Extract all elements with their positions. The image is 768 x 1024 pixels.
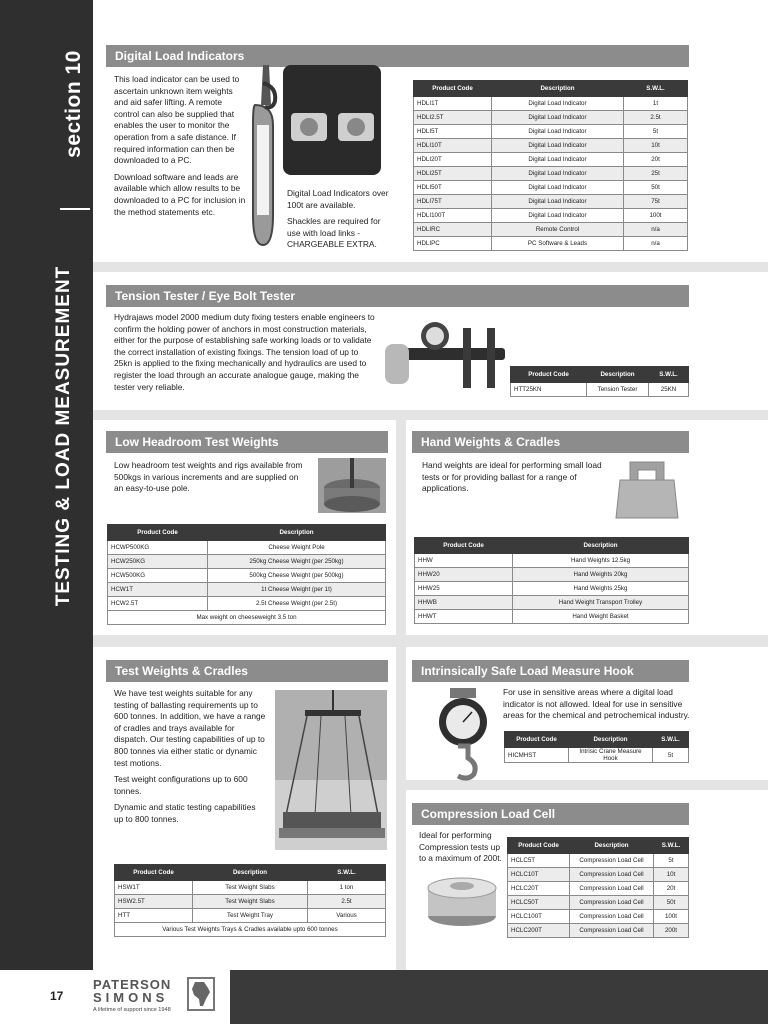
table-cell: 2.5t Cheese Weight (per 2.5t) xyxy=(208,597,386,611)
column-header: Description xyxy=(569,732,653,748)
column-header: Description xyxy=(492,81,624,97)
band-5 xyxy=(406,780,768,790)
hand-text: Hand weights are ideal for performing small load tests or for providing ballast for a range of applications. xyxy=(422,460,602,494)
digital-side2: Shackles are required for use with load links - CHARGEABLE EXTRA. xyxy=(287,216,381,250)
table-cell: Test Weight Slabs xyxy=(193,895,308,909)
table-cell: HHWT xyxy=(415,610,513,624)
tension-tester-image xyxy=(385,318,510,398)
table-cell: HDLI1T xyxy=(414,97,492,111)
table-cell: HDLIRC xyxy=(414,223,492,237)
table-cell: Hand Weights 25kg xyxy=(513,582,689,596)
testw-para1: We have test weights suitable for any testing of ballasting requirements up to 600 tonnes. In addition, we have a range of cradles and trays available for dispatch. Our testing capabilities of up to 800 tonnes via either static or dynamic test motions. xyxy=(114,688,266,768)
digital-para1: This load indicator can be used to ascertain unknown item weights and aid safer lifting. A remote control can also be supplied that enables the user to monitor the operation from a safe distance. If required information can then be downloaded to a PC. xyxy=(114,74,240,166)
table-cell: Various xyxy=(308,909,386,923)
table-row xyxy=(115,909,386,923)
table-row xyxy=(414,139,688,153)
column-header: Description xyxy=(208,525,386,541)
digital-side-text xyxy=(287,188,389,256)
table-cell: Test Weight Slabs xyxy=(193,881,308,895)
column-header: Description xyxy=(513,538,689,554)
column-header: Product Code xyxy=(115,865,193,881)
table-cell: 25KN xyxy=(649,383,689,397)
table-row xyxy=(415,610,689,624)
tension-header: Tension Tester / Eye Bolt Tester xyxy=(106,285,689,307)
column-header: Product Code xyxy=(415,538,513,554)
table-cell: Hand Weights 12.5kg xyxy=(513,554,689,568)
column-header: S.W.L. xyxy=(308,865,386,881)
table-cell: HCLC20T xyxy=(508,882,570,896)
table-cell: Hand Weight Basket xyxy=(513,610,689,624)
table-cell: Compression Load Cell xyxy=(570,910,654,924)
table-cell: HCLC200T xyxy=(508,924,570,938)
page-number: 17 xyxy=(50,989,64,1003)
table-row xyxy=(508,910,689,924)
table-cell: 100t xyxy=(624,209,688,223)
table-row xyxy=(508,854,689,868)
table-cell: HDLI10T xyxy=(414,139,492,153)
lowhead-text: Low headroom test weights and rigs available from 500kgs in various increments and are supplied on an easy-to-use pole. xyxy=(114,460,303,494)
column-header: S.W.L. xyxy=(654,838,689,854)
table-cell: HDLI75T xyxy=(414,195,492,209)
column-header: S.W.L. xyxy=(653,732,689,748)
table-cell: HDLI5T xyxy=(414,125,492,139)
section-label: section 10 xyxy=(62,50,85,158)
table-row xyxy=(108,569,386,583)
table-row xyxy=(415,568,689,582)
tension-text: Hydrajaws model 2000 medium duty fixing testers enable engineers to confirm the holding power of anchors in most construction materials, either for the purpose of establishing safe working loads or to validate the correct installation of existing fixings. The tension load of up to 25kn is applied to the fixing mechanically and hydraulics are used to register the load through an accurate analogue gauge, making the tester very reliable. xyxy=(114,312,375,392)
band-4 xyxy=(93,635,768,647)
brand-tagline: A lifetime of support since 1948 xyxy=(93,1007,171,1013)
brand-name-1: PATERSON xyxy=(93,977,172,992)
table-header-row xyxy=(511,367,689,383)
table-header-row xyxy=(508,838,689,854)
hand-weight-image xyxy=(612,458,682,520)
column-header: Description xyxy=(587,367,649,383)
column-header: Description xyxy=(570,838,654,854)
table-cell: Cheese Weight Pole xyxy=(208,541,386,555)
table-cell: 200t xyxy=(654,924,689,938)
digital-para2: Download software and leads are available which allow results to be downloaded to a PC for inclusion in the method statements etc. xyxy=(114,171,246,217)
table-cell: HCLC10T xyxy=(508,868,570,882)
table-row xyxy=(414,111,688,125)
africa-logo-icon xyxy=(187,977,215,1011)
table-row xyxy=(415,596,689,610)
tension-table xyxy=(510,366,689,397)
table-cell: HHW xyxy=(415,554,513,568)
table-cell: HDLI50T xyxy=(414,181,492,195)
table-cell: Intrisic Crane Measure Hook xyxy=(569,748,653,763)
table-cell: Remote Control xyxy=(492,223,624,237)
footer-bar xyxy=(230,970,768,1024)
table-cell: HDLIPC xyxy=(414,237,492,251)
table-cell: HDLI25T xyxy=(414,167,492,181)
band-1 xyxy=(93,262,768,272)
band-2 xyxy=(93,410,768,420)
table-cell: Digital Load Indicator xyxy=(492,167,624,181)
table-row xyxy=(108,583,386,597)
table-cell: Compression Load Cell xyxy=(570,882,654,896)
table-cell: Digital Load Indicator xyxy=(492,111,624,125)
table-cell: Test Weight Tray xyxy=(193,909,308,923)
sidebar-divider xyxy=(60,208,90,210)
testw-header: Test Weights & Cradles xyxy=(106,660,388,682)
table-note: Max weight on cheeseweight 3.5 ton xyxy=(108,611,386,625)
table-cell: n/a xyxy=(624,223,688,237)
table-cell: 75t xyxy=(624,195,688,209)
table-cell: Digital Load Indicator xyxy=(492,181,624,195)
table-cell: 500kg Cheese Weight (per 500kg) xyxy=(208,569,386,583)
table-cell: HDLI100T xyxy=(414,209,492,223)
comp-table xyxy=(507,837,689,938)
lowhead-header: Low Headroom Test Weights xyxy=(106,431,388,453)
column-header: Description xyxy=(193,865,308,881)
table-row xyxy=(414,223,688,237)
table-cell: HCLC5T xyxy=(508,854,570,868)
table-row xyxy=(414,209,688,223)
hook-text: For use in sensitive areas where a digital load indicator is not allowed. Ideal for use in sensitive areas for the chemical and petrochemical industry. xyxy=(503,687,690,721)
table-cell: HCW250KG xyxy=(108,555,208,569)
table-cell: 50t xyxy=(624,181,688,195)
table-cell: Hand Weights 20kg xyxy=(513,568,689,582)
table-cell: HDLI2.5T xyxy=(414,111,492,125)
test-weights-image xyxy=(275,690,387,850)
table-cell: Tension Tester xyxy=(587,383,649,397)
table-cell: Compression Load Cell xyxy=(570,854,654,868)
table-cell: 50t xyxy=(654,896,689,910)
table-cell: 100t xyxy=(654,910,689,924)
testw-para3: Dynamic and static testing capabilities up to 800 tonnes. xyxy=(114,802,256,824)
table-cell: HCW2.5T xyxy=(108,597,208,611)
table-header-row xyxy=(108,525,386,541)
column-header: Product Code xyxy=(508,838,570,854)
sidebar-title: TESTING & LOAD MEASUREMENT xyxy=(53,265,74,607)
hook-table xyxy=(504,731,689,763)
table-row xyxy=(511,383,689,397)
table-cell: HCLC100T xyxy=(508,910,570,924)
table-cell: n/a xyxy=(624,237,688,251)
table-cell: Digital Load Indicator xyxy=(492,139,624,153)
column-header: Product Code xyxy=(108,525,208,541)
table-cell: HICMHST xyxy=(505,748,569,763)
hand-table xyxy=(414,537,689,624)
table-note-row xyxy=(108,611,386,625)
column-header: S.W.L. xyxy=(649,367,689,383)
table-header-row xyxy=(115,865,386,881)
table-cell: HDLI20T xyxy=(414,153,492,167)
table-cell: HCW1T xyxy=(108,583,208,597)
table-cell: 1t Cheese Weight (per 1t) xyxy=(208,583,386,597)
table-row xyxy=(414,167,688,181)
table-cell: Digital Load Indicator xyxy=(492,97,624,111)
table-row xyxy=(414,125,688,139)
table-cell: HHW25 xyxy=(415,582,513,596)
table-cell: Hand Weight Transport Trolley xyxy=(513,596,689,610)
table-cell: Compression Load Cell xyxy=(570,924,654,938)
table-cell: 5t xyxy=(624,125,688,139)
cheese-weight-image xyxy=(318,458,386,513)
table-cell: 10t xyxy=(654,868,689,882)
table-cell: 1t xyxy=(624,97,688,111)
table-row xyxy=(414,195,688,209)
brand-name-2: SIMONS xyxy=(93,990,169,1005)
table-cell: HCLC50T xyxy=(508,896,570,910)
column-header: Product Code xyxy=(414,81,492,97)
table-row xyxy=(108,597,386,611)
hand-header: Hand Weights & Cradles xyxy=(412,431,689,453)
table-cell: 20t xyxy=(624,153,688,167)
digital-text xyxy=(114,74,248,223)
table-row xyxy=(415,554,689,568)
table-cell: HHWB xyxy=(415,596,513,610)
table-row xyxy=(508,896,689,910)
table-note-row xyxy=(115,923,386,937)
table-row xyxy=(414,153,688,167)
column-header: Product Code xyxy=(505,732,569,748)
load-hook-image xyxy=(428,686,498,781)
table-cell: PC Software & Leads xyxy=(492,237,624,251)
table-header-row xyxy=(415,538,689,554)
table-cell: HTT xyxy=(115,909,193,923)
digital-header: Digital Load Indicators xyxy=(106,45,689,67)
lowhead-table xyxy=(107,524,386,625)
table-row xyxy=(108,555,386,569)
table-cell: HSW1T xyxy=(115,881,193,895)
comp-header: Compression Load Cell xyxy=(412,803,689,825)
testw-para2: Test weight configurations up to 600 tonnes. xyxy=(114,774,248,796)
table-cell: Digital Load Indicator xyxy=(492,125,624,139)
table-row xyxy=(115,895,386,909)
table-cell: 250kg Cheese Weight (per 250kg) xyxy=(208,555,386,569)
table-row xyxy=(508,882,689,896)
table-cell: 1 ton xyxy=(308,881,386,895)
hook-header: Intrinsically Safe Load Measure Hook xyxy=(412,660,689,682)
table-cell: 2.5t xyxy=(624,111,688,125)
compression-cell-image xyxy=(425,872,499,930)
table-row xyxy=(108,541,386,555)
table-row xyxy=(414,181,688,195)
table-row xyxy=(414,97,688,111)
table-header-row xyxy=(414,81,688,97)
table-cell: 20t xyxy=(654,882,689,896)
testw-table xyxy=(114,864,386,937)
testw-text xyxy=(114,688,266,831)
digital-side1: Digital Load Indicators over 100t are available. xyxy=(287,188,389,210)
table-cell: HSW2.5T xyxy=(115,895,193,909)
table-cell: Digital Load Indicator xyxy=(492,195,624,209)
table-row xyxy=(115,881,386,895)
table-cell: 5t xyxy=(653,748,689,763)
table-cell: Compression Load Cell xyxy=(570,868,654,882)
column-header: Product Code xyxy=(511,367,587,383)
table-cell: 5t xyxy=(654,854,689,868)
comp-text: Ideal for performing Compression tests up to a maximum of 200t. xyxy=(419,830,502,864)
table-row xyxy=(414,237,688,251)
table-cell: Digital Load Indicator xyxy=(492,209,624,223)
table-cell: 2.5t xyxy=(308,895,386,909)
table-row xyxy=(505,748,689,763)
column-header: S.W.L. xyxy=(624,81,688,97)
table-note: Various Test Weights Trays & Cradles available upto 600 tonnes xyxy=(115,923,386,937)
table-cell: 10t xyxy=(624,139,688,153)
table-cell: HHW20 xyxy=(415,568,513,582)
table-cell: 25t xyxy=(624,167,688,181)
table-cell: HTT25KN xyxy=(511,383,587,397)
table-cell: Digital Load Indicator xyxy=(492,153,624,167)
table-cell: HCW500KG xyxy=(108,569,208,583)
table-row xyxy=(508,868,689,882)
table-cell: Compression Load Cell xyxy=(570,896,654,910)
table-row xyxy=(415,582,689,596)
table-cell: HCWP500KG xyxy=(108,541,208,555)
table-header-row xyxy=(505,732,689,748)
band-3 xyxy=(396,420,406,970)
digital-table xyxy=(413,80,688,251)
table-row xyxy=(508,924,689,938)
